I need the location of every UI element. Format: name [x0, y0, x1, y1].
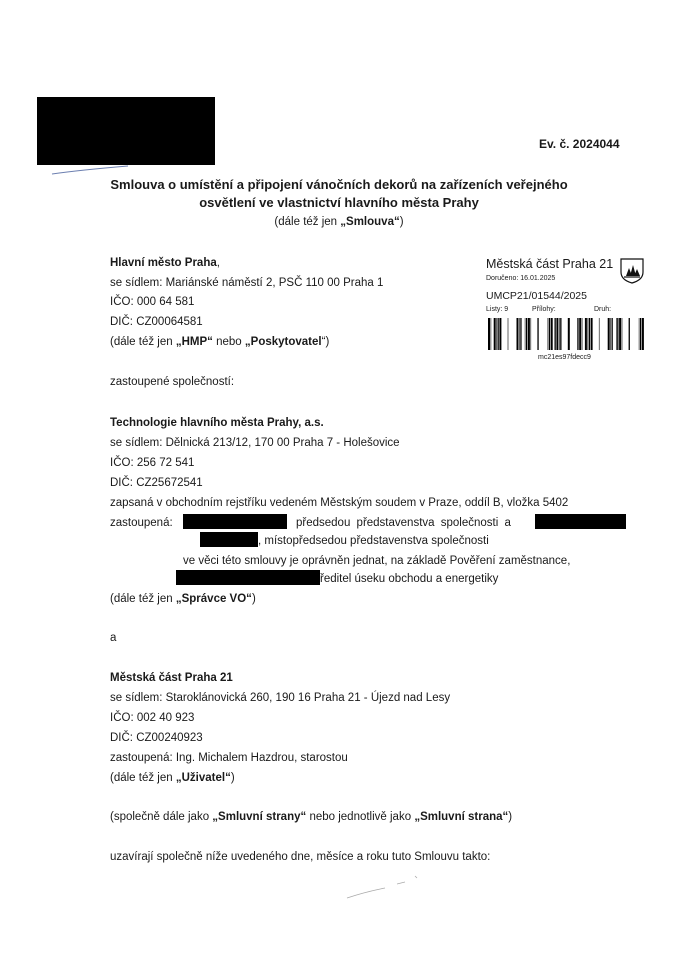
stamp-received: Doručeno: 16.01.2025	[486, 275, 556, 282]
party1-dic: DIČ: CZ00064581	[110, 316, 203, 328]
contract-abbrev-term: „Smlouva“	[340, 216, 400, 228]
contract-title-line1: Smlouva o umístění a připojení vánočních dekorů na zařízeních veřejného	[110, 177, 568, 192]
party2-dic: DIČ: CZ00240923	[110, 732, 203, 744]
redacted-vice-name	[200, 532, 258, 547]
contract-abbrev: (dále též jen „Smlouva“)	[274, 216, 404, 228]
redacted-chair-name-2	[535, 514, 626, 529]
stamp-title: Městská část Praha 21	[486, 257, 614, 271]
registry-stamp	[484, 254, 648, 370]
party1-name: Hlavní město Praha,	[110, 257, 220, 269]
party2-seat: se sídlem: Staroklánovická 260, 190 16 Praha 21 - Újezd nad Lesy	[110, 692, 451, 704]
represented-by: zastoupené společností:	[110, 376, 235, 388]
stamp-code: mc21es97fdecc9	[538, 354, 591, 361]
admin-rep-label: zastoupená:	[110, 517, 173, 529]
admin-rep-chair: předsedou představenstva společnosti a	[296, 517, 511, 529]
admin-rep-vice: , místopředsedou představenstva společnosti	[258, 535, 489, 547]
admin-authorized: ve věci této smlouvy je oprávněn jednat, na základě Pověření zaměstnance,	[183, 555, 571, 567]
admin-ico: IČO: 256 72 541	[110, 457, 195, 469]
redacted-director-name	[176, 570, 320, 585]
redacted-chair-name	[183, 514, 287, 529]
party2-rep: zastoupená: Ing. Michalem Hazdrou, starostou	[110, 752, 348, 764]
stamp-kind: Druh:	[594, 306, 612, 313]
together-clause: (společně dále jako „Smluvní strany“ nebo jednotlivě jako „Smluvní strana“)	[110, 811, 513, 823]
party2-name: Městská část Praha 21	[110, 672, 233, 684]
and-word: a	[110, 632, 117, 644]
party1-seat: se sídlem: Mariánské náměstí 2, PSČ 110 00 Praha 1	[110, 277, 384, 289]
coat-of-arms-icon	[620, 258, 644, 284]
stamp-sheets: Listy: 9	[486, 306, 509, 313]
admin-seat: se sídlem: Dělnická 213/12, 170 00 Praha 7 - Holešovice	[110, 437, 400, 449]
admin-dic: DIČ: CZ25672541	[110, 477, 203, 489]
closing-sentence: uzavírají společně níže uvedeného dne, měsíce a roku tuto Smlouvu takto:	[110, 851, 491, 863]
stamp-attachments: Přílohy:	[532, 306, 556, 313]
stamp-number: UMCP21/01544/2025	[486, 290, 587, 302]
redacted-header-block	[37, 97, 215, 165]
pen-stroke-mark-bottom	[345, 872, 425, 902]
evidence-number: Ev. č. 2024044	[539, 137, 620, 151]
admin-director: ředitel úseku obchodu a energetiky	[320, 573, 499, 585]
admin-name: Technologie hlavního města Prahy, a.s.	[110, 417, 324, 429]
party1-alias: (dále též jen „HMP“ nebo „Poskytovatel“)	[110, 336, 330, 348]
party2-ico: IČO: 002 40 923	[110, 712, 195, 724]
admin-alias: (dále též jen „Správce VO“)	[110, 593, 256, 605]
stamp-barcode	[488, 318, 644, 350]
party1-ico: IČO: 000 64 581	[110, 296, 195, 308]
admin-register: zapsaná v obchodním rejstříku vedeném Městským soudem v Praze, oddíl B, vložka 5402	[110, 497, 569, 509]
contract-title-line2: osvětlení ve vlastnictví hlavního města Prahy	[199, 195, 479, 210]
party2-alias: (dále též jen „Uživatel“)	[110, 772, 235, 784]
